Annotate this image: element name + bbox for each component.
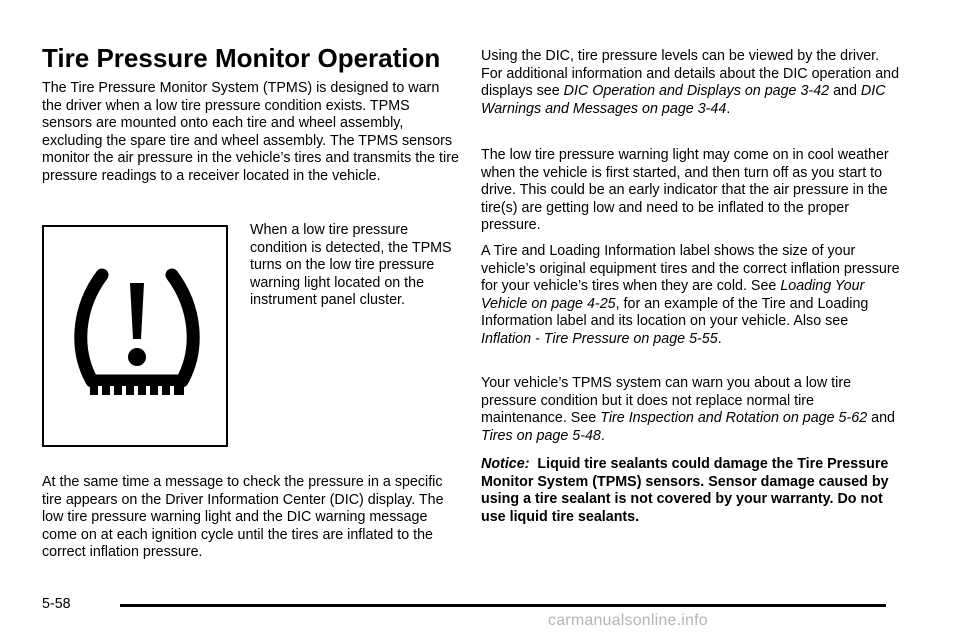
text-run: A Tire and Loading Information label shows the size of your vehicle’s original equipment tires and the correct inflation pressure for your vehicle’s tires when they are cold. See — [481, 243, 900, 295]
tpms-maintenance-paragraph — [481, 375, 901, 445]
tire-loading-paragraph — [481, 243, 901, 349]
reference-dic-operation: DIC Operation and Displays on page 3-42 — [563, 83, 830, 100]
text-run: Your vehicle’s TPMS system can warn you about a low tire pressure condition but it does not replace normal tire maintenance. See — [481, 375, 852, 427]
text-run: and — [867, 410, 895, 427]
footer-rule — [120, 604, 886, 607]
reference-loading-vehicle: Loading Your Vehicle on page 4-25 — [481, 278, 865, 312]
text-run: , for an example of the Tire and Loading Information label and its location on your vehicle. Also see — [481, 295, 869, 330]
text-run: and — [829, 83, 861, 100]
reference-dic-warnings: DIC Warnings and Messages on page 3-44 — [481, 83, 886, 117]
notice-text: Liquid tire sealants could damage the Tire Pressure Monitor System (TPMS) sensors. Sensor damage caused by using a tire sealant is not covered by your warranty. Do not use liquid tire sealants. — [481, 456, 889, 525]
dic-usage-paragraph — [481, 48, 901, 118]
reference-tires: Tires on page 5-48 — [481, 427, 601, 444]
intro-paragraph: The Tire Pressure Monitor System (TPMS) is designed to warn the driver when a low tire pressure condition exists. TPMS sensors are mounted onto each tire and wheel assembly, excluding the spare tire and wheel assembly. The TPMS sensors monitor the air pressure in the vehicle’s tires and transmits the tire pressure readings to a receiver located in the vehicle. — [42, 80, 459, 184]
text-run: . — [717, 330, 722, 347]
warning-light-figure — [42, 225, 228, 447]
page-title: Tire Pressure Monitor Operation — [42, 43, 441, 73]
reference-tire-inspection: Tire Inspection and Rotation on page 5-62 — [600, 410, 868, 427]
watermark: carmanualsonline.info — [548, 612, 708, 629]
notice-paragraph — [481, 456, 901, 526]
page-number: 5-58 — [42, 596, 71, 612]
text-run: . — [726, 100, 731, 117]
tire-pressure-warning-icon — [70, 267, 204, 407]
dic-message-paragraph: At the same time a message to check the pressure in a specific tire appears on the Driver Information Center (DIC) display. The low tire pressure warning light and the DIC warning message come on at each ignition cycle until the tires are inflated to the correct inflation pressure. — [42, 474, 444, 561]
cool-weather-paragraph: The low tire pressure warning light may come on in cool weather when the vehicle is first started, and then turn off as you start to drive. This could be an early indicator that the air pressure in the tire(s) are getting low and need to be inflated to the proper pressure. — [481, 147, 889, 234]
text-run: . — [600, 427, 605, 444]
notice-label: Notice: — [481, 456, 530, 472]
text-run: Using the DIC, tire pressure levels can be viewed by the driver. For additional information and details about the DIC operation and displays see — [481, 48, 900, 100]
reference-inflation: Inflation - Tire Pressure on page 5-55 — [481, 330, 718, 347]
warning-light-description: When a low tire pressure condition is detected, the TPMS turns on the low tire pressure warning light located on the instrument panel cluster. — [250, 222, 452, 309]
